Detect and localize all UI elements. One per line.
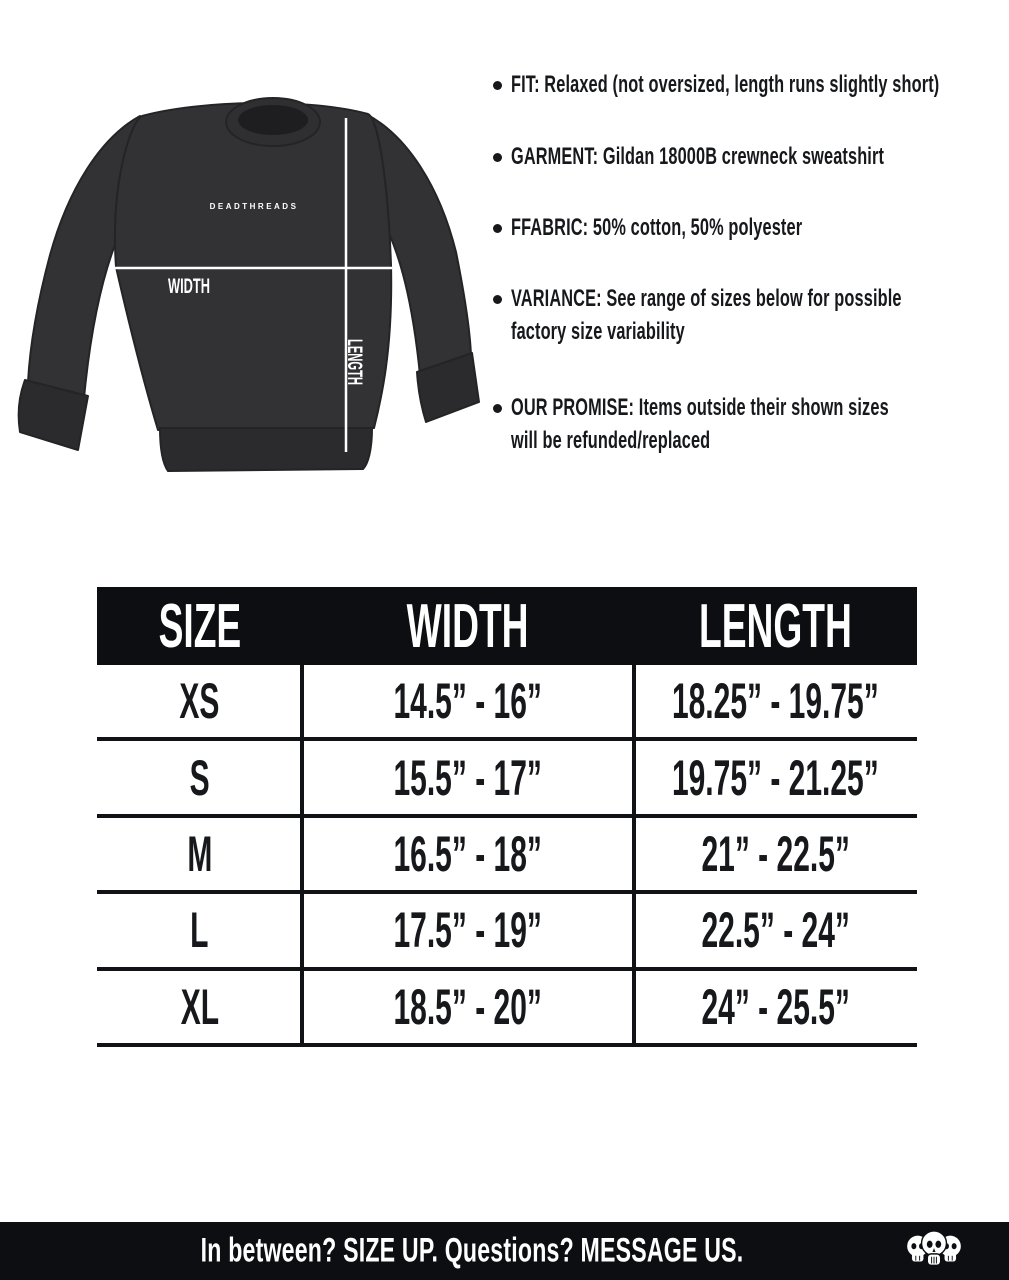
skull-center — [922, 1231, 947, 1266]
header-cell-size: SIZE — [158, 591, 241, 661]
chest-logo-text: DEADTHREADS — [209, 202, 299, 211]
length-cell: 21” - 22.5” — [701, 825, 850, 882]
size-table-header — [97, 587, 917, 665]
length-measure-label: LENGTH — [343, 339, 366, 426]
header-cell-length: LENGTH — [699, 591, 852, 661]
bullet-text: factory size variability — [511, 318, 685, 345]
width-cell: 16.5” - 18” — [393, 825, 543, 882]
table-row — [97, 741, 917, 817]
sweatshirt-collar-opening — [238, 105, 308, 135]
bullet-fit — [492, 68, 1009, 101]
footer-message: In between? SIZE UP. Questions? MESSAGE US. — [200, 1231, 744, 1270]
size-cell: XS — [179, 673, 220, 730]
width-cell: 14.5” - 16” — [393, 673, 543, 730]
width-cell: 18.5” - 20” — [393, 978, 543, 1035]
bullet-text: will be refunded/replaced — [511, 427, 711, 454]
sweatshirt-measurement-diagram — [0, 60, 500, 500]
size-cell: XL — [180, 978, 219, 1035]
size-table — [97, 587, 917, 1047]
width-measure-label: WIDTH — [168, 275, 210, 298]
size-cell: M — [187, 825, 212, 882]
bullet-icon — [493, 81, 502, 90]
size-table-body — [97, 665, 917, 1047]
length-cell: 24” - 25.5” — [701, 978, 850, 1035]
length-cell: 18.25” - 19.75” — [672, 673, 879, 730]
width-cell: 15.5” - 17” — [393, 749, 543, 806]
bullet-variance — [492, 282, 1009, 348]
bullet-icon — [493, 224, 502, 233]
table-row — [97, 894, 917, 970]
sweatshirt-illustration — [0, 60, 500, 500]
length-cell: 19.75” - 21.25” — [672, 749, 879, 806]
bullet-promise — [492, 391, 1009, 457]
bullet-icon — [493, 404, 502, 413]
bullet-icon — [493, 153, 502, 162]
table-row — [97, 971, 917, 1047]
sweatshirt-hem-band — [160, 428, 372, 471]
column-divider — [632, 665, 636, 1047]
bullet-text: FFABRIC: 50% cotton, 50% polyester — [511, 214, 803, 241]
column-divider — [300, 665, 304, 1047]
bullet-text: VARIANCE: See range of sizes below for possible — [511, 285, 902, 312]
length-cell: 22.5” - 24” — [701, 902, 850, 959]
table-row — [97, 818, 917, 894]
bullet-text: GARMENT: Gildan 18000B crewneck sweatshirt — [511, 143, 885, 170]
bullet-text: OUR PROMISE: Items outside their shown sizes — [511, 394, 889, 421]
size-cell: S — [189, 749, 210, 806]
bullet-text: FIT: Relaxed (not oversized, length runs slightly short) — [511, 71, 940, 98]
triple-skull-icon — [903, 1228, 965, 1274]
bullet-fabric — [492, 211, 939, 244]
header-cell-width: WIDTH — [407, 591, 529, 661]
width-cell: 17.5” - 19” — [393, 902, 543, 959]
footer-bar — [0, 1222, 1009, 1280]
size-cell: L — [190, 902, 209, 959]
table-row — [97, 665, 917, 741]
bullet-garment — [492, 140, 1009, 173]
bullet-icon — [493, 295, 502, 304]
